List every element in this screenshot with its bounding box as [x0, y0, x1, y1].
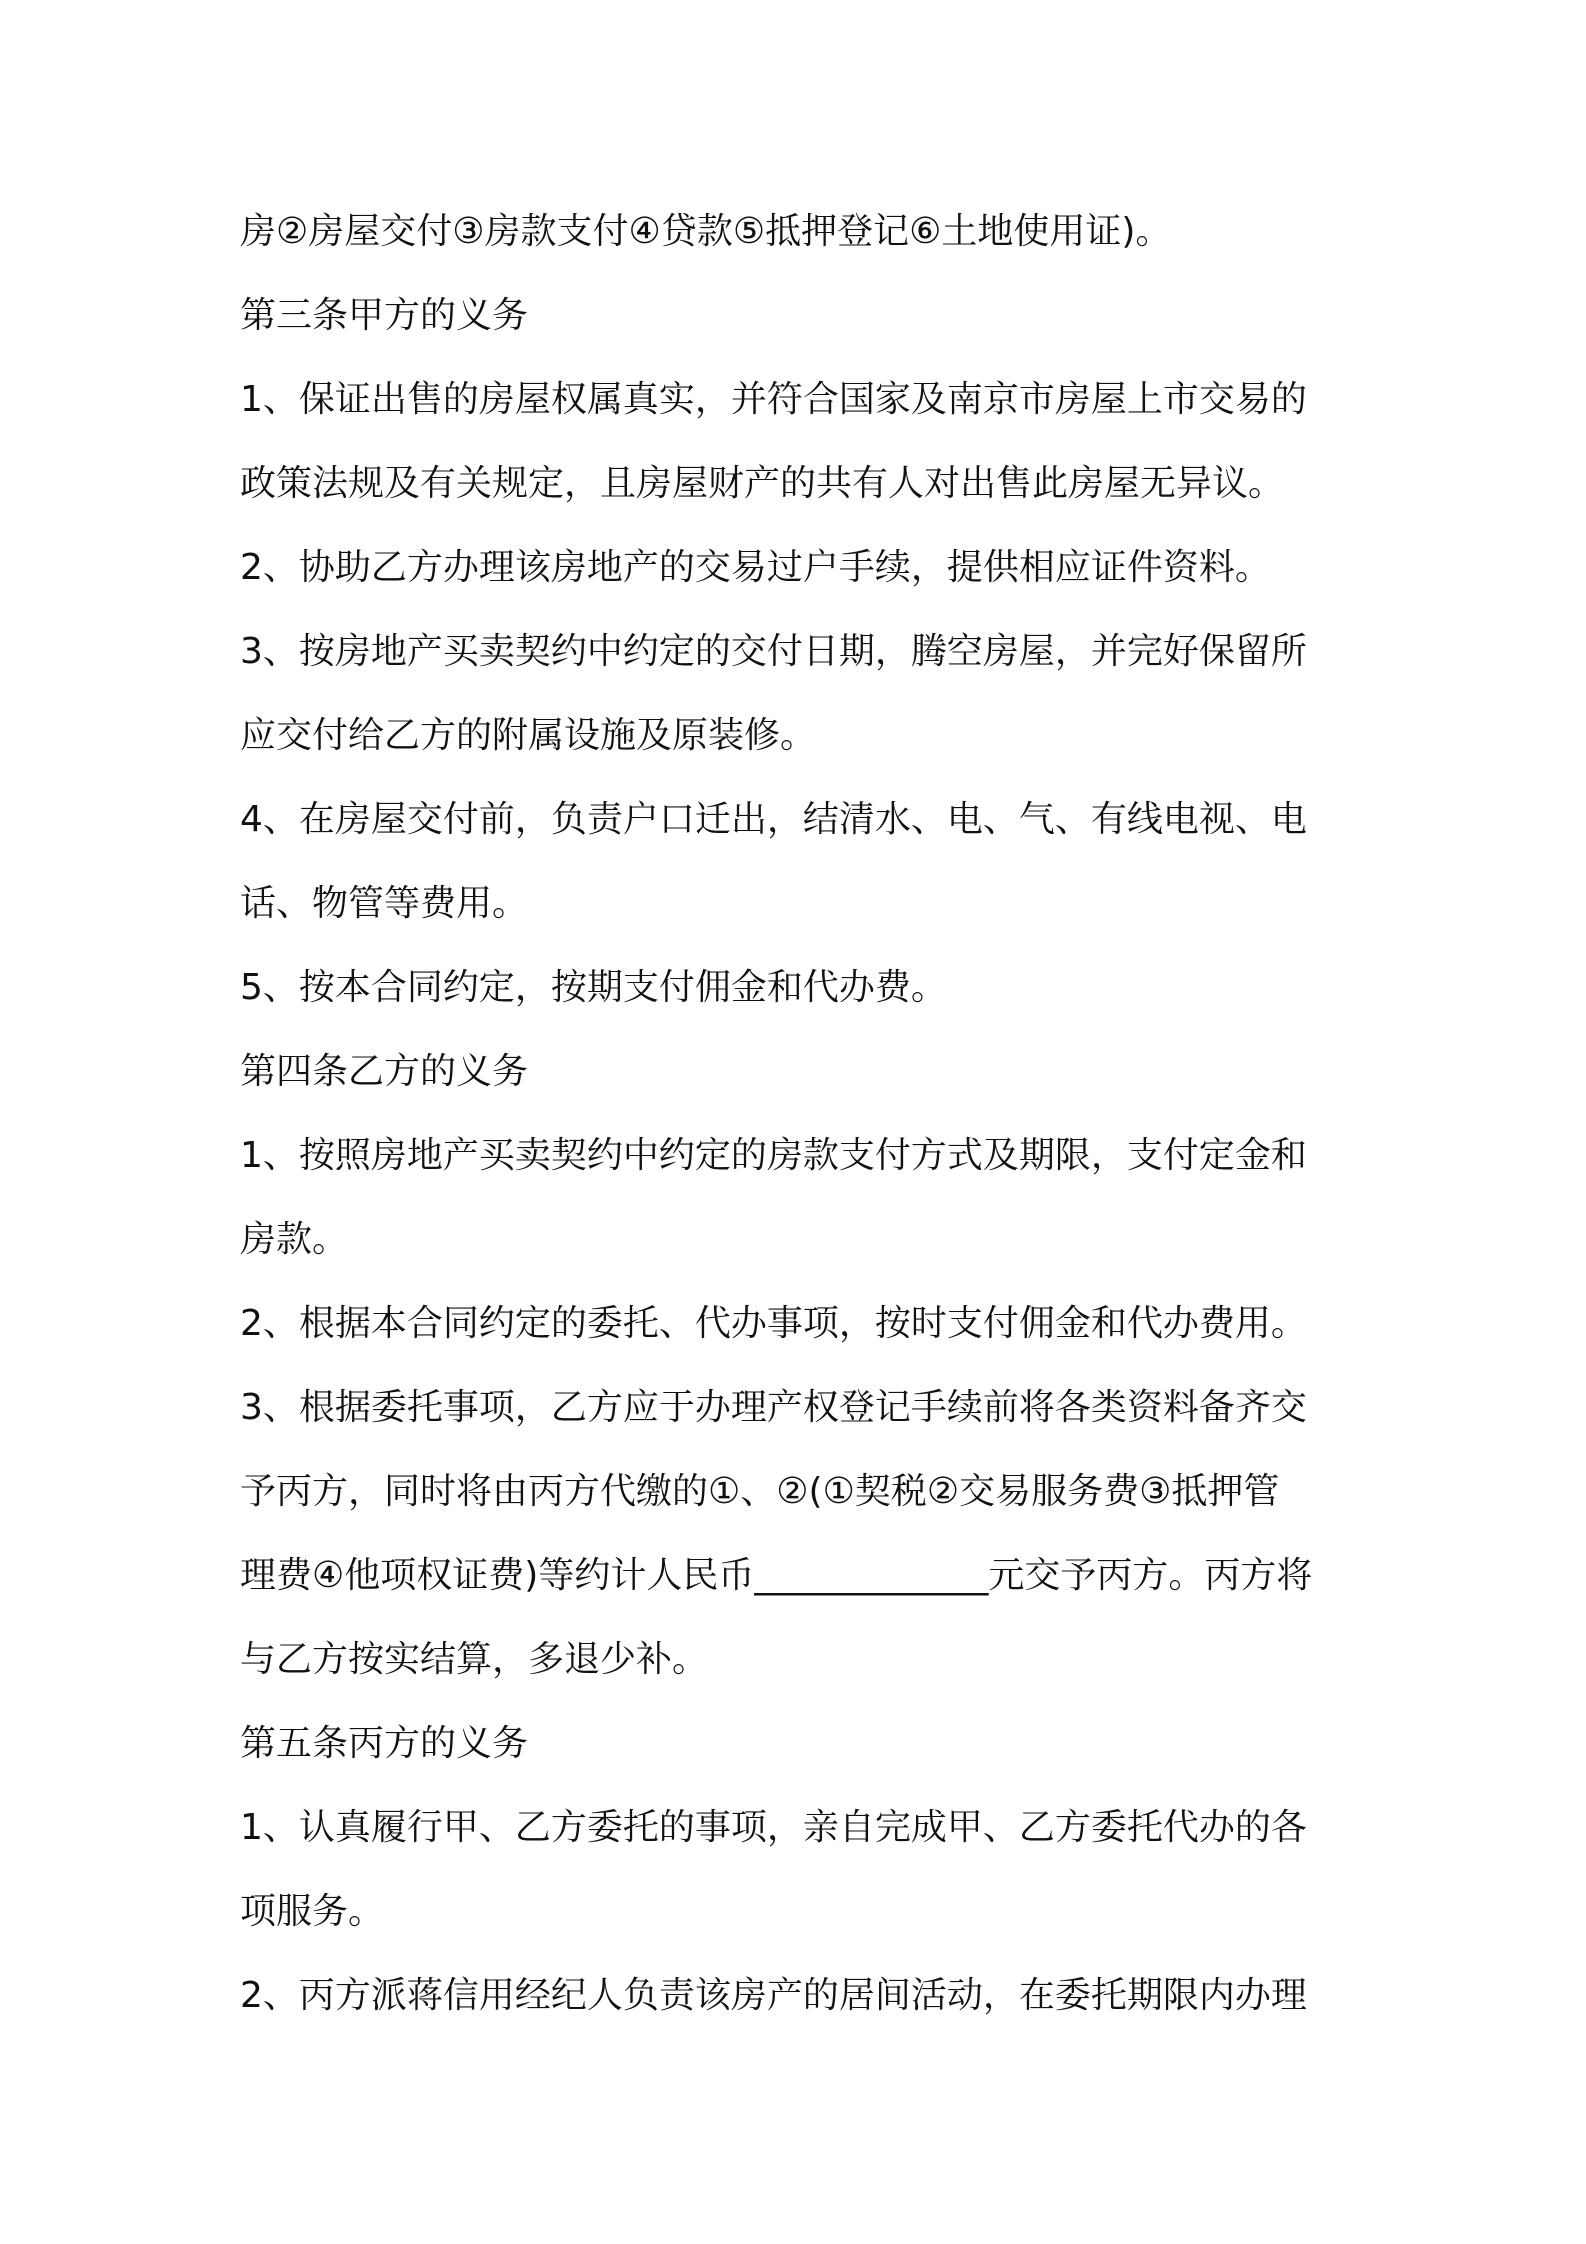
section-heading: 第四条乙方的义务	[240, 1051, 529, 1092]
text-line: 项服务。	[240, 1891, 385, 1932]
text-line: 2、丙方派蒋信用经纪人负责该房产的居间活动，在委托期限内办理	[240, 1975, 1307, 2016]
text-line: 5、按本合同约定，按期支付佣金和代办费。	[240, 967, 947, 1008]
section-heading: 第三条甲方的义务	[240, 295, 529, 336]
text-line: 1、保证出售的房屋权属真实，并符合国家及南京市房屋上市交易的	[240, 379, 1307, 420]
text-line: 话、物管等费用。	[240, 883, 529, 924]
text-line: 予丙方，同时将由丙方代缴的①、②(①契税②交易服务费③抵押管	[240, 1471, 1280, 1512]
text-line: 房②房屋交付③房款支付④贷款⑤抵押登记⑥土地使用证)。	[240, 211, 1172, 252]
text-line: 4、在房屋交付前，负责户口迁出，结清水、电、气、有线电视、电	[240, 799, 1307, 840]
text-line: 3、根据委托事项，乙方应于办理产权登记手续前将各类资料备齐交	[240, 1387, 1307, 1428]
text-line: 理费④他项权证费)等约计人民币_____________元交予丙方。丙方将	[240, 1555, 1313, 1596]
text-line: 3、按房地产买卖契约中约定的交付日期，腾空房屋，并完好保留所	[240, 631, 1307, 672]
text-line: 1、按照房地产买卖契约中约定的房款支付方式及期限，支付定金和	[240, 1135, 1307, 1176]
text-line: 与乙方按实结算，多退少补。	[240, 1639, 709, 1680]
text-line: 政策法规及有关规定，且房屋财产的共有人对出售此房屋无异议。	[240, 463, 1285, 504]
text-line: 应交付给乙方的附属设施及原装修。	[240, 715, 817, 756]
text-line: 2、协助乙方办理该房地产的交易过户手续，提供相应证件资料。	[240, 547, 1271, 588]
section-heading: 第五条丙方的义务	[240, 1723, 529, 1764]
text-line: 2、根据本合同约定的委托、代办事项，按时支付佣金和代办费用。	[240, 1303, 1307, 1344]
text-line: 1、认真履行甲、乙方委托的事项，亲自完成甲、乙方委托代办的各	[240, 1807, 1307, 1848]
text-line: 房款。	[240, 1219, 349, 1260]
document-body	[240, 196, 1360, 2044]
